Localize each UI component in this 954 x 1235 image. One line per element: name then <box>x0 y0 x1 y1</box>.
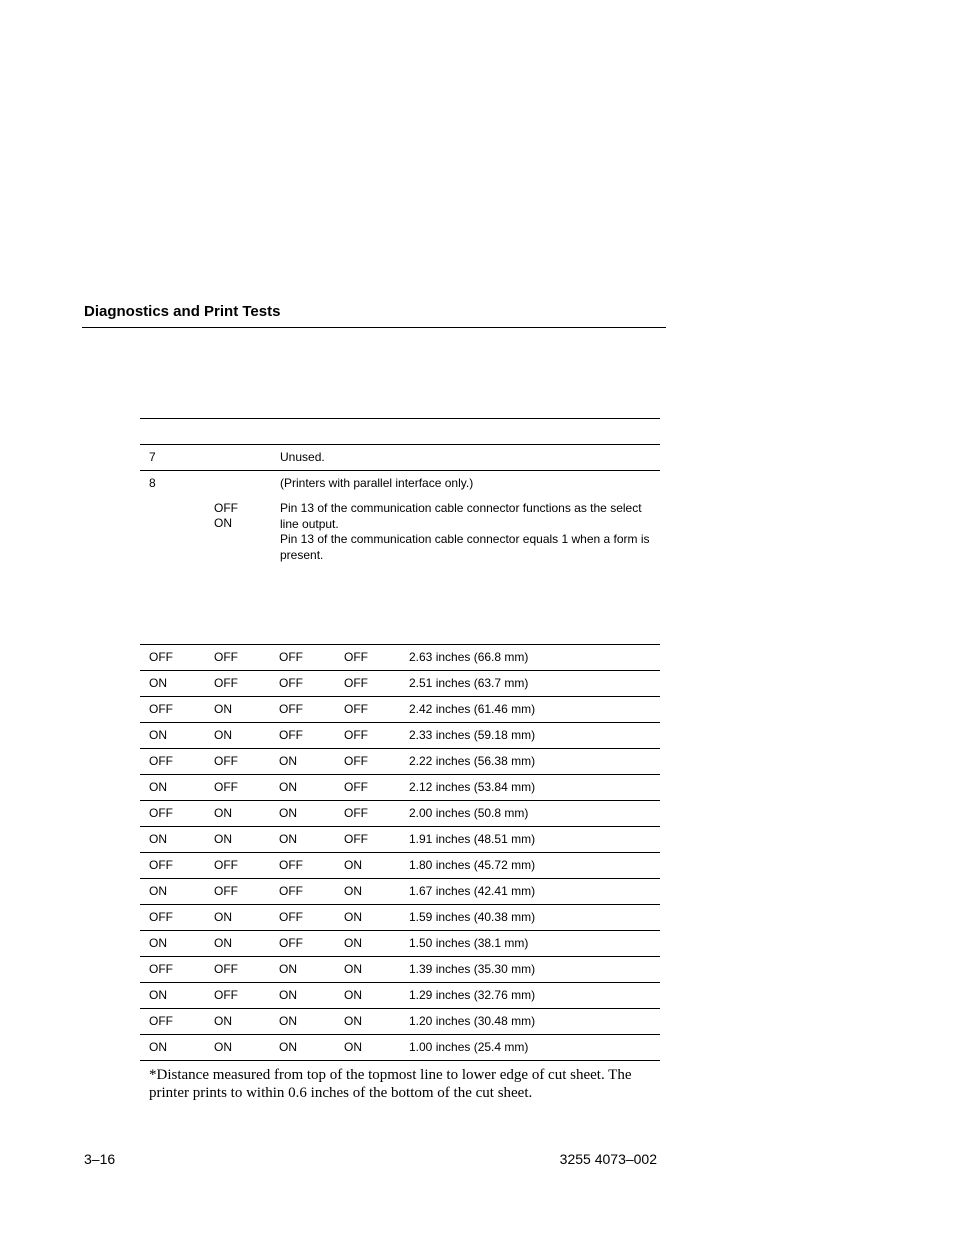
table2-switch-cell: ON <box>149 988 167 1002</box>
table2-switch-cell: ON <box>279 1040 297 1054</box>
table1-header-rule <box>140 444 660 445</box>
table2-switch-cell: OFF <box>344 676 368 690</box>
table2-distance-cell: 2.51 inches (63.7 mm) <box>409 676 529 690</box>
table2-row-rule <box>140 774 660 775</box>
table2-switch-cell: ON <box>344 962 362 976</box>
table2-switch-cell: OFF <box>149 962 173 976</box>
table2-switch-cell: ON <box>149 832 167 846</box>
table1-row8-setting-on: ON <box>214 516 232 530</box>
table2-switch-cell: ON <box>279 806 297 820</box>
table2-switch-cell: OFF <box>279 702 303 716</box>
table2-row-rule <box>140 1034 660 1035</box>
table2-distance-cell: 2.33 inches (59.18 mm) <box>409 728 536 742</box>
table1-row8-off-text: Pin 13 of the communication cable connector functions as the select line output. <box>280 501 642 531</box>
table2-switch-cell: ON <box>149 780 167 794</box>
table2-switch-cell: ON <box>279 1014 297 1028</box>
table2-switch-cell: ON <box>279 754 297 768</box>
table2-switch-cell: OFF <box>214 676 238 690</box>
table2-switch-cell: OFF <box>279 858 303 872</box>
table2-switch-cell: ON <box>214 1040 232 1054</box>
table2-distance-cell: 1.91 inches (48.51 mm) <box>409 832 536 846</box>
table2-switch-cell: ON <box>279 988 297 1002</box>
table2-row-rule <box>140 930 660 931</box>
table2-row-rule <box>140 852 660 853</box>
table2-switch-cell: ON <box>344 858 362 872</box>
table2-switch-cell: OFF <box>279 936 303 950</box>
table2-switch-cell: ON <box>279 832 297 846</box>
table2-row-rule <box>140 696 660 697</box>
table2-distance-cell: 2.22 inches (56.38 mm) <box>409 754 536 768</box>
table2-switch-cell: OFF <box>149 806 173 820</box>
table2-switch-cell: ON <box>214 936 232 950</box>
table2-switch-cell: OFF <box>214 754 238 768</box>
table2-distance-cell: 1.20 inches (30.48 mm) <box>409 1014 536 1028</box>
document-number: 3255 4073–002 <box>559 1151 657 1167</box>
table2-distance-cell: 1.80 inches (45.72 mm) <box>409 858 536 872</box>
table2-switch-cell: ON <box>279 780 297 794</box>
table2-distance-cell: 1.50 inches (38.1 mm) <box>409 936 529 950</box>
table2-distance-cell: 1.39 inches (35.30 mm) <box>409 962 536 976</box>
table2-switch-cell: ON <box>149 676 167 690</box>
table2-switch-cell: ON <box>214 728 232 742</box>
table2-distance-cell: 2.12 inches (53.84 mm) <box>409 780 536 794</box>
table2-row-rule <box>140 982 660 983</box>
table2-switch-cell: ON <box>214 702 232 716</box>
table2-switch-cell: ON <box>149 1040 167 1054</box>
table2-switch-cell: ON <box>214 832 232 846</box>
table2-row-rule <box>140 878 660 879</box>
table2-switch-cell: OFF <box>214 988 238 1002</box>
page-number: 3–16 <box>84 1151 116 1167</box>
table2-switch-cell: OFF <box>149 702 173 716</box>
table2-row-rule <box>140 800 660 801</box>
table2-switch-cell: ON <box>149 884 167 898</box>
table1-row-rule <box>140 470 660 471</box>
table2-row-rule <box>140 956 660 957</box>
table2-switch-cell: ON <box>214 806 232 820</box>
table2-switch-cell: ON <box>149 728 167 742</box>
table2-switch-cell: OFF <box>279 728 303 742</box>
table2-distance-cell: 1.59 inches (40.38 mm) <box>409 910 536 924</box>
table2-switch-cell: OFF <box>344 728 368 742</box>
table1-top-rule <box>140 418 660 419</box>
table2-row-rule <box>140 826 660 827</box>
table2-distance-cell: 1.29 inches (32.76 mm) <box>409 988 536 1002</box>
table2-switch-cell: OFF <box>279 676 303 690</box>
table2-row-rule <box>140 670 660 671</box>
table2-switch-cell: OFF <box>344 806 368 820</box>
table2-distance-cell: 1.00 inches (25.4 mm) <box>409 1040 529 1054</box>
table2-switch-cell: ON <box>344 1040 362 1054</box>
header-rule <box>82 327 666 328</box>
table2-switch-cell: OFF <box>149 910 173 924</box>
table2-switch-cell: ON <box>149 936 167 950</box>
table2-switch-cell: OFF <box>149 858 173 872</box>
table2-switch-cell: OFF <box>149 1014 173 1028</box>
table2-switch-cell: OFF <box>279 884 303 898</box>
table2-switch-cell: OFF <box>344 832 368 846</box>
table2-switch-cell: ON <box>214 1014 232 1028</box>
table2-switch-cell: ON <box>279 962 297 976</box>
table2-row-rule <box>140 748 660 749</box>
table2-switch-cell: ON <box>214 910 232 924</box>
table2-distance-cell: 2.63 inches (66.8 mm) <box>409 650 529 664</box>
table2-switch-cell: OFF <box>214 962 238 976</box>
table1-row8-desc: (Printers with parallel interface only.) <box>280 476 474 490</box>
table2-footnote: *Distance measured from top of the topmost line to lower edge of cut sheet. The printer prints to within 0.6 inches of the bottom of the cut sheet. <box>149 1067 632 1101</box>
table2-switch-cell: OFF <box>279 910 303 924</box>
page-header-title: Diagnostics and Print Tests <box>84 303 281 320</box>
table2-switch-cell: OFF <box>344 780 368 794</box>
table2-switch-cell: OFF <box>344 702 368 716</box>
table2-top-rule <box>140 644 660 645</box>
table2-switch-cell: OFF <box>149 650 173 664</box>
table2-switch-cell: ON <box>344 1014 362 1028</box>
table2-distance-cell: 2.00 inches (50.8 mm) <box>409 806 529 820</box>
table2-distance-cell: 1.67 inches (42.41 mm) <box>409 884 536 898</box>
table1-row8-setting-off: OFF <box>214 501 238 515</box>
table2-row-rule <box>140 1060 660 1061</box>
table2-switch-cell: ON <box>344 884 362 898</box>
table2-switch-cell: OFF <box>214 884 238 898</box>
table2-switch-cell: OFF <box>279 650 303 664</box>
table2-row-rule <box>140 1008 660 1009</box>
table2-distance-cell: 2.42 inches (61.46 mm) <box>409 702 536 716</box>
table2-switch-cell: OFF <box>214 650 238 664</box>
table2-switch-cell: ON <box>344 936 362 950</box>
table1-row8-on-text: Pin 13 of the communication cable connector equals 1 when a form is present. <box>280 532 650 562</box>
table2-switch-cell: OFF <box>344 754 368 768</box>
table2-switch-cell: ON <box>344 988 362 1002</box>
table1-row8-number: 8 <box>149 476 156 490</box>
table1-row7-desc: Unused. <box>280 450 325 464</box>
table2-row-rule <box>140 722 660 723</box>
table2-switch-cell: OFF <box>214 858 238 872</box>
table2-switch-cell: ON <box>344 910 362 924</box>
table2-row-rule <box>140 904 660 905</box>
table2-switch-cell: OFF <box>149 754 173 768</box>
table2-switch-cell: OFF <box>344 650 368 664</box>
table1-row7-number: 7 <box>149 450 156 464</box>
table2-switch-cell: OFF <box>214 780 238 794</box>
